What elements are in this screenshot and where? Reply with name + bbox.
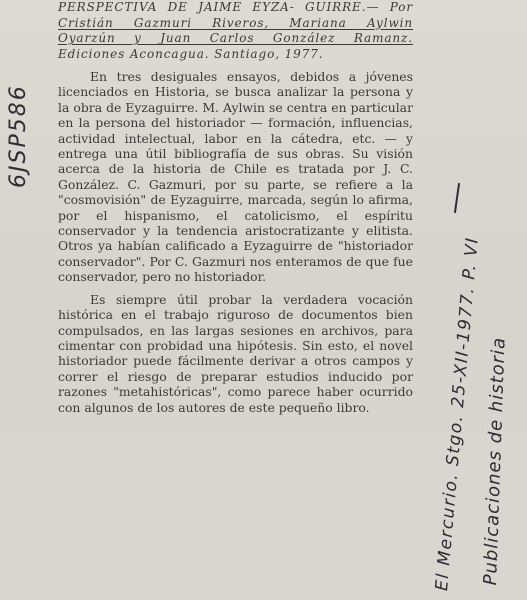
book-publication: Ediciones Aconcagua. Santiago, 1977. [58,46,324,61]
handwritten-mark [454,183,460,213]
review-paragraph-2: Es siempre útil probar la verdadera vocación histórica en el trabajo riguroso de documentos bien compulsados, en las largas sesiones en archivos, para cimentar con probidad una hipótesis. Sin esto, el novel historiador puede fácilmente derivar a otros campos y correr el riesgo de preparar estudios inducido por razones "metahistóricas", como parece haber ocurrido con algunos de los autores de este pequeño libro. [58,291,413,415]
review-heading [58,0,413,62]
handwritten-category-note: Publicaciones de historia [480,336,510,586]
handwritten-source-note: El Mercurio. Stgo. 25-XII-1977. P. VI [432,235,483,592]
review-paragraph-1: En tres desiguales ensayos, debidos a jóvenes licenciados en Historia, se busca analizar la persona y la obra de Eyzaguirre. M. Aylwin se centra en particular en la persona del historiador — formación, influencias, actividad intelectual, labor en la cátedra, etc. — y entrega una útil bibliografía de sus obras. Su visión acerca de la historia de Chile es tratada por J. C. González. C. Gazmuri, por su parte, se refiere a la "cosmovisión" de Eyzaguirre, marcada, según lo afirma, por el hispanismo, el catolicismo, el espíritu conservador y la tendencia aristocratizante y elitista. Otros ya habían calificado a Eyzaguirre de "historiador conservador". Por C. Gazmuri nos enteramos de que fue conservador, pero no historiador. [58,69,413,285]
review-article [58,0,413,415]
handwritten-archive-code: 6JSP586 [6,84,31,188]
book-title: PERSPECTIVA DE JAIME EYZA- GUIRRE. [58,0,367,14]
heading-por: — Por [366,0,413,14]
book-authors: Cristián Gazmuri Riveros, Mariana Aylwin Oyarzún y Juan Carlos González Ramanz. [58,15,413,45]
